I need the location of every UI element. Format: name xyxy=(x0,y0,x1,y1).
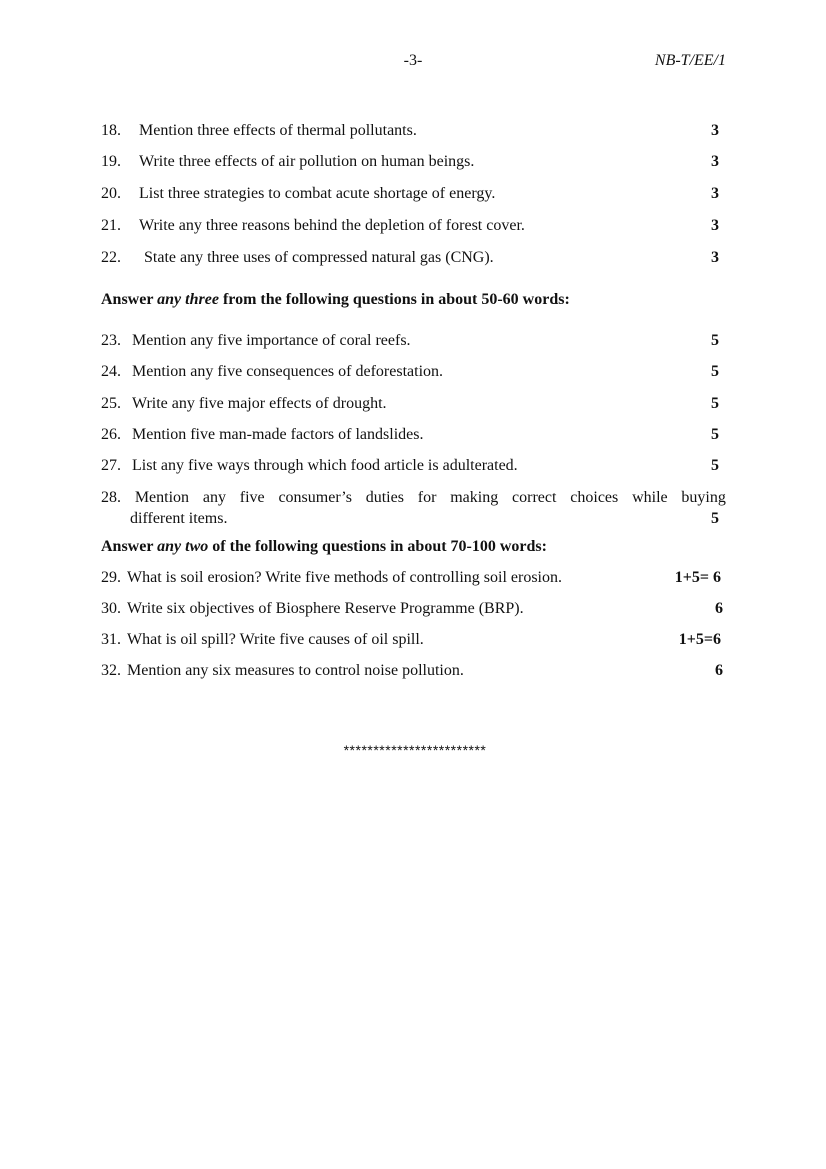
question-text: Write any five major effects of drought. xyxy=(132,395,387,412)
question-31 xyxy=(101,630,721,650)
question-number: 21. xyxy=(101,217,121,234)
question-marks: 1+5= 6 xyxy=(674,569,721,586)
question-number: 31. xyxy=(101,631,121,648)
question-20 xyxy=(101,184,719,204)
question-29 xyxy=(101,568,721,588)
question-marks: 6 xyxy=(715,662,723,679)
question-23 xyxy=(101,331,719,351)
question-word: duties xyxy=(365,489,404,506)
question-marks: 5 xyxy=(711,395,719,412)
question-text: Mention three effects of thermal pollutants. xyxy=(139,122,417,139)
question-marks: 1+5=6 xyxy=(678,631,721,648)
question-marks: 3 xyxy=(711,217,719,234)
question-number: 24. xyxy=(101,363,121,380)
question-28 xyxy=(101,487,726,529)
question-marks: 3 xyxy=(711,122,719,139)
question-18 xyxy=(101,121,719,141)
question-text: different items. xyxy=(130,510,228,527)
question-marks: 3 xyxy=(711,185,719,202)
question-22 xyxy=(101,248,719,268)
question-28-line-2 xyxy=(101,508,726,529)
question-text: Mention five man-made factors of landslides. xyxy=(132,426,424,443)
question-marks: 6 xyxy=(715,600,723,617)
section-c-instruction xyxy=(101,537,721,557)
instruction-text: Answer xyxy=(101,291,158,308)
question-text: What is oil spill? Write five causes of oil spill. xyxy=(127,631,424,648)
question-32 xyxy=(101,661,723,681)
question-word: consumer’s xyxy=(278,489,352,506)
question-28-line-1 xyxy=(101,487,726,508)
question-marks: 5 xyxy=(711,457,719,474)
question-text: What is soil erosion? Write five methods of controlling soil erosion. xyxy=(127,569,562,586)
question-26 xyxy=(101,425,719,445)
question-number: 27. xyxy=(101,457,121,474)
question-marks: 3 xyxy=(711,249,719,266)
instruction-text: of the following questions in about 70-100 words: xyxy=(208,538,547,555)
question-marks: 5 xyxy=(711,510,719,527)
question-word: buying xyxy=(681,489,726,506)
question-text: Write any three reasons behind the depletion of forest cover. xyxy=(139,217,525,234)
question-word: any xyxy=(202,489,226,506)
question-marks: 5 xyxy=(711,426,719,443)
question-30 xyxy=(101,599,723,619)
question-word: five xyxy=(239,489,265,506)
question-text: State any three uses of compressed natural gas (CNG). xyxy=(144,249,494,266)
paper-code: NB-T/EE/1 xyxy=(654,52,726,69)
question-marks: 3 xyxy=(711,153,719,170)
question-number: 30. xyxy=(101,600,121,617)
question-number: 26. xyxy=(101,426,121,443)
instruction-emphasis: any three xyxy=(157,291,219,308)
question-marks: 5 xyxy=(711,332,719,349)
question-24 xyxy=(101,362,719,382)
question-number: 25. xyxy=(101,395,121,412)
question-text: Write three effects of air pollution on human beings. xyxy=(139,153,475,170)
question-number: 19. xyxy=(101,153,121,170)
question-word: correct xyxy=(512,489,557,506)
instruction-text: from the following questions in about 50-60 words: xyxy=(218,291,570,308)
question-number: 18. xyxy=(101,122,121,139)
instruction-emphasis: any two xyxy=(157,538,209,555)
question-27 xyxy=(101,456,719,476)
question-word: making xyxy=(450,489,499,506)
question-number: 29. xyxy=(101,569,121,586)
question-number: 28. xyxy=(101,489,121,506)
question-21 xyxy=(101,216,719,236)
question-text: Write six objectives of Biosphere Reserve Programme (BRP). xyxy=(127,600,524,617)
question-25 xyxy=(101,394,719,414)
question-number: 23. xyxy=(101,332,121,349)
instruction-text: Answer xyxy=(101,538,158,555)
question-text: List any five ways through which food article is adulterated. xyxy=(132,457,518,474)
page-number: -3- xyxy=(403,52,423,69)
question-marks: 5 xyxy=(711,363,719,380)
end-of-paper-stars: ************************ xyxy=(343,742,487,758)
section-b-instruction xyxy=(101,290,721,310)
question-number: 22. xyxy=(101,249,121,266)
question-19 xyxy=(101,152,719,172)
question-word: choices xyxy=(570,489,619,506)
question-word: while xyxy=(632,489,668,506)
question-word: Mention xyxy=(134,489,190,506)
question-text: List three strategies to combat acute shortage of energy. xyxy=(139,185,496,202)
question-text: Mention any five importance of coral reefs. xyxy=(132,332,411,349)
question-text: Mention any five consequences of deforestation. xyxy=(132,363,444,380)
question-number: 20. xyxy=(101,185,121,202)
question-word: for xyxy=(417,489,437,506)
question-number: 32. xyxy=(101,662,121,679)
question-text: Mention any six measures to control noise pollution. xyxy=(127,662,464,679)
